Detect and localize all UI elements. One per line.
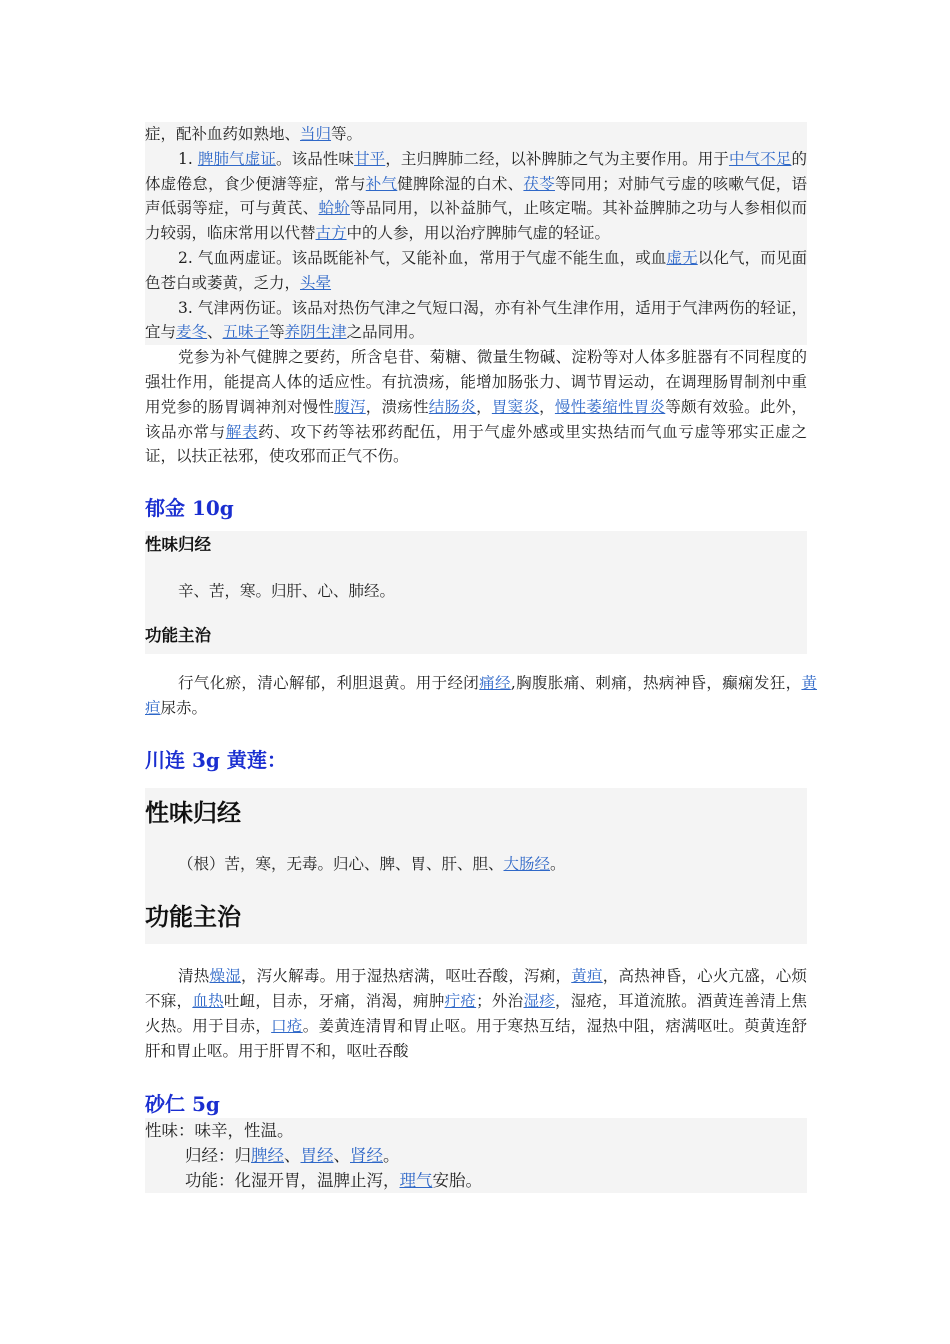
term-link[interactable]: 慢性萎缩性胃炎 <box>554 397 666 416</box>
term-link[interactable]: 口疮 <box>271 1016 303 1035</box>
term-link[interactable]: 燥湿 <box>209 967 241 986</box>
dangshen-section <box>145 122 807 345</box>
chuanlian-properties-block <box>145 788 807 945</box>
term-link[interactable]: 养阴生津 <box>284 323 347 342</box>
term-link[interactable]: 理气 <box>399 1170 433 1190</box>
term-link[interactable]: 解表 <box>225 422 259 441</box>
dangshen-paragraph-2: 2. 气血两虚证。该品既能补气，又能补血，常用于气虚不能生血，或血虚无以化气，而见面色苍白或萎黄，乏力，头晕 <box>145 248 807 292</box>
dangshen-paragraph-1: 1. 脾肺气虚证。该品性味甘平，主归脾肺二经，以补脾肺之气为主要作用。用于中气不足的体虚倦怠，食少便溏等症，常与补气健脾除湿的白术、茯苓等同用；对肺气亏虚的咳嗽气促，语声低弱等症，可与黄芪、蛤蚧等品同用，以补益肺气，止咳定喘。其补益脾肺之功与人参相似而力较弱，临床常用以代替古方中的人参，用以治疗脾肺气虚的轻证。 <box>145 149 807 243</box>
sharen-title: 砂仁 5g <box>145 1091 220 1116</box>
yujin-properties-block <box>145 531 807 654</box>
term-link[interactable]: 大肠经 <box>503 854 551 873</box>
term-link[interactable]: 补气 <box>365 174 398 193</box>
term-link[interactable]: 五味子 <box>222 323 270 342</box>
term-link[interactable]: 蛤蚧 <box>318 199 350 218</box>
sharen-line-properties: 性味：味辛，性温。 <box>145 1120 294 1140</box>
term-link[interactable]: 黄疸 <box>571 967 603 986</box>
term-link[interactable]: 当归 <box>300 125 332 143</box>
sharen-line-meridians: 归经：归脾经、胃经、肾经。 <box>185 1145 400 1165</box>
term-link[interactable]: 黄疸 <box>145 673 817 717</box>
chuanlian-heading-properties: 性味归经 <box>145 798 241 827</box>
term-link[interactable]: 血热 <box>192 992 224 1011</box>
term-link[interactable]: 中气不足 <box>728 149 792 168</box>
yujin-title: 郁金 10g <box>145 496 234 521</box>
yujin-functions-text: 行气化瘀，清心解郁，利胆退黄。用于经闭痛经,胸腹胀痛、刺痛，热病神昏，癫痫发狂，黄疸尿赤。 <box>145 673 817 717</box>
term-link[interactable]: 茯苓 <box>523 174 555 193</box>
sharen-block <box>145 1118 807 1193</box>
dangshen-paragraph-0: 症，配补血药如熟地、当归等。 <box>145 125 363 143</box>
yujin-heading-functions: 功能主治 <box>145 625 211 645</box>
chuanlian-properties-text: （根）苦，寒，无毒。归心、脾、胃、肝、胆、大肠经。 <box>178 854 566 873</box>
term-link[interactable]: 湿疹 <box>523 992 555 1011</box>
term-link[interactable]: 虚无 <box>666 248 698 267</box>
term-link[interactable]: 结肠炎 <box>428 397 477 416</box>
term-link[interactable]: 腹泻 <box>334 397 366 416</box>
sharen-line-functions: 功能：化湿开胃，温脾止泻，理气安胎。 <box>185 1170 482 1190</box>
term-link[interactable]: 疔疮 <box>444 992 477 1011</box>
term-link[interactable]: 麦冬 <box>176 323 208 342</box>
document-page <box>145 122 817 1193</box>
dangshen-paragraph-3: 3. 气津两伤证。该品对热伤气津之气短口渴，亦有补气生津作用，适用于气津两伤的轻证，宜与麦冬、五味子等养阴生津之品同用。 <box>145 298 807 342</box>
term-link[interactable]: 古方 <box>315 224 347 243</box>
yujin-heading-properties: 性味归经 <box>145 535 211 555</box>
term-link[interactable]: 甘平 <box>354 149 386 168</box>
dangshen-paragraph-4: 党参为补气健脾之要药，所含皂苷、菊糖、微量生物碱、淀粉等对人体多脏器有不同程度的强壮作用，能提高人体的适应性。有抗溃疡，能增加肠张力、调节胃运动，在调理肠胃制剂中重用党参的肠胃调神剂对慢性腹泻，溃疡性结肠炎，胃窦炎，慢性萎缩性胃炎等颇有效验。此外，该品亦常与解表药、攻下药等祛邪药配伍，用于气虚外感或里实热结而气血亏虚等邪实正虚之证，以扶正祛邪，使攻邪而正气不伤。 <box>145 348 807 466</box>
yujin-properties-text: 辛、苦，寒。归肝、心、肺经。 <box>178 582 396 601</box>
chuanlian-title: 川连 3g 黄莲： <box>145 747 287 772</box>
term-link[interactable]: 脾肺气虚证 <box>197 149 276 168</box>
term-link[interactable]: 肾经 <box>350 1145 383 1165</box>
term-link[interactable]: 痛经 <box>479 673 511 692</box>
chuanlian-functions-text: 清热燥湿，泻火解毒。用于湿热痞满，呕吐吞酸，泻痢，黄疸，高热神昏，心火亢盛，心烦不寐，血热吐衄，目赤，牙痛，消渴，痈肿疔疮；外治湿疹，湿疮，耳道流脓。酒黄连善清上焦火热。用于目赤，口疮。姜黄连清胃和胃止呕。用于寒热互结，湿热中阻，痞满呕吐。萸黄连舒肝和胃止呕。用于肝胃不和，呕吐吞酸 <box>145 967 807 1060</box>
term-link[interactable]: 脾经 <box>251 1145 284 1165</box>
term-link[interactable]: 胃经 <box>300 1145 334 1165</box>
term-link[interactable]: 头晕 <box>300 273 332 292</box>
chuanlian-heading-functions: 功能主治 <box>145 903 241 932</box>
term-link[interactable]: 胃窦炎 <box>491 397 540 416</box>
